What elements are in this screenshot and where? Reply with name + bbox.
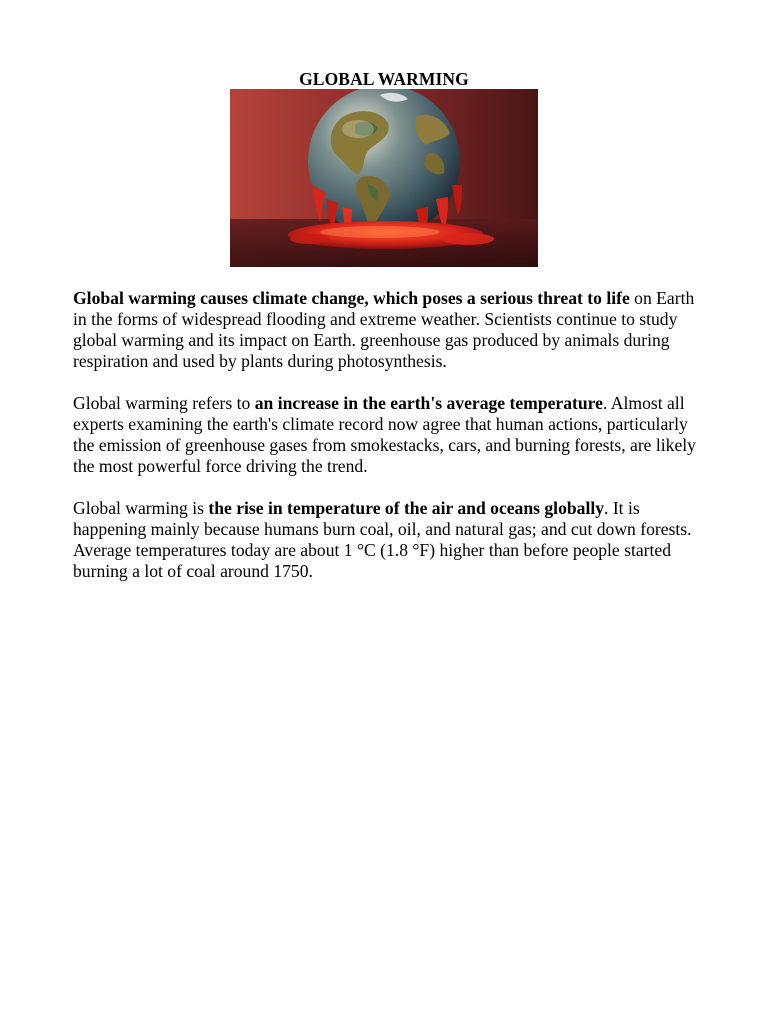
paragraph-2 bbox=[73, 393, 703, 477]
paragraph-2-text: . Almost all experts examining the earth's climate record now agree that human actions, particularly the emission of greenhouse gases from smokestacks, cars, and burning forests, are likely the most powerful force driving the trend. bbox=[73, 393, 696, 476]
page-title: GLOBAL WARMING bbox=[299, 69, 469, 89]
paragraph-1 bbox=[73, 288, 703, 372]
paragraph-3-bold: the rise in temperature of the air and oceans globally bbox=[208, 498, 605, 518]
paragraph-1-bold: Global warming causes climate change, which poses a serious threat to life bbox=[73, 288, 630, 308]
article-body bbox=[73, 288, 703, 603]
paragraph-3-text: . It is happening mainly because humans burn coal, oil, and natural gas; and cut down forests. Average temperatures today are about 1 °C (1.8 °F) higher than before people started burning a lot of coal around 1750. bbox=[73, 498, 692, 581]
paragraph-2-lead: Global warming refers to bbox=[73, 393, 255, 413]
paragraph-2-bold: an increase in the earth's average temperature bbox=[254, 393, 603, 413]
paragraph-3-lead: Global warming is bbox=[73, 498, 209, 518]
melting-earth-image bbox=[230, 89, 538, 267]
paragraph-3 bbox=[73, 498, 703, 582]
paragraph-1-text: on Earth in the forms of widespread flooding and extreme weather. Scientists continue to study global warming and its impact on Earth. greenhouse gas produced by animals during respiration and used by plants during photosynthesis. bbox=[73, 288, 695, 371]
